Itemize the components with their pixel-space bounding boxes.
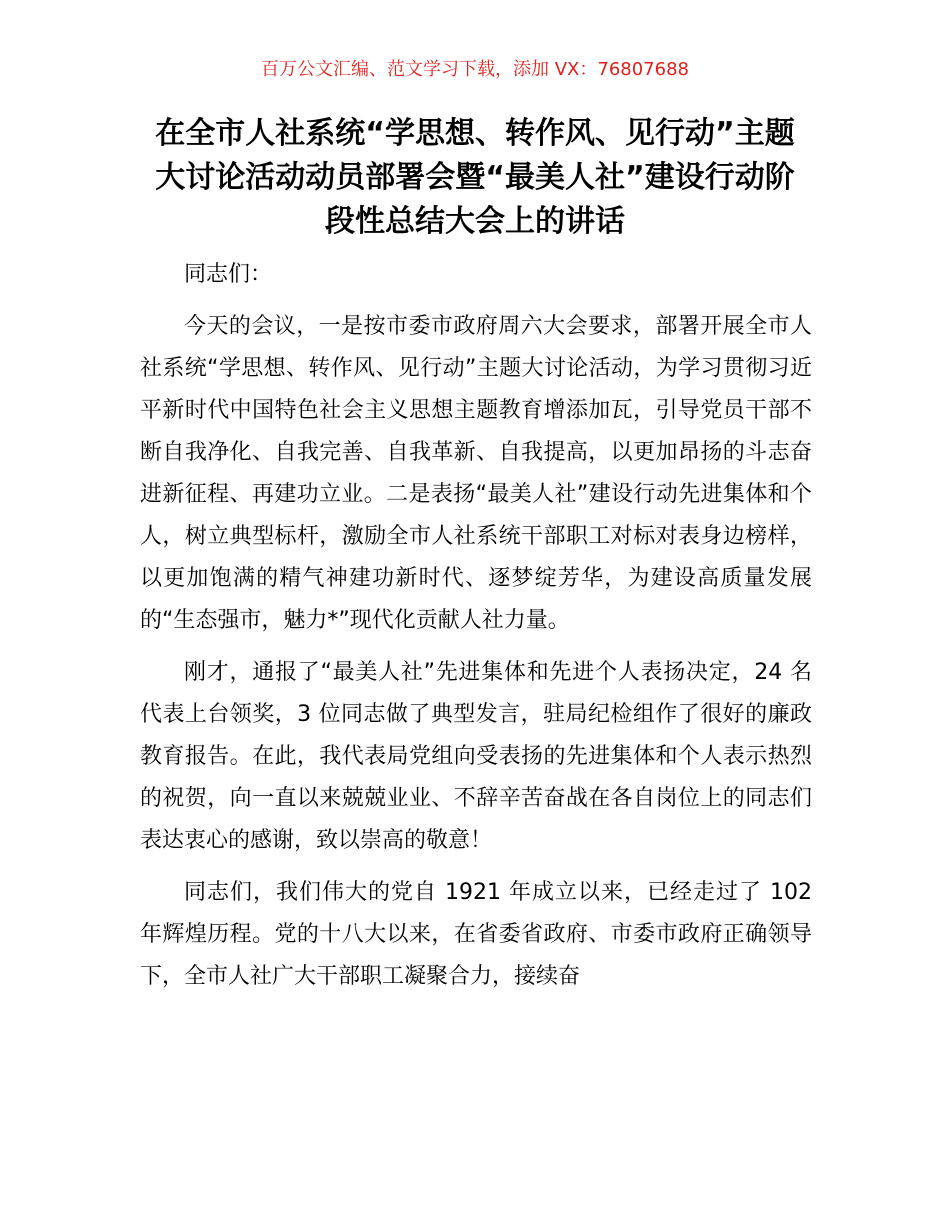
document-body [140,254,812,1008]
header-watermark-note: 百万公文汇编、范文学习下载，添加 VX：76807688 [261,59,689,80]
salutation: 同志们： [184,262,273,287]
paragraph-2: 刚才，通报了“最美人社”先进集体和先进个人表扬决定，24 名代表上台领奖，3 位同志做了典型发言，驻局纪检组作了很好的廉政教育报告。在此，我代表局党组向受表扬的先进集体和个人表示热烈的祝贺，向一直以来兢兢业业、不辞辛苦奋战在各自岗位上的同志们表达衷心的感谢，致以崇高的敬意！ [140,660,812,853]
document-title: 在全市人社系统“学思想、转作风、见行动”主题大讨论活动动员部署会暨“最美人社”建设行动阶段性总结大会上的讲话 [155,116,795,239]
paragraph-3: 同志们，我们伟大的党自 1921 年成立以来，已经走过了 102 年辉煌历程。党的十八大以来，在省委省政府、市委市政府正确领导下，全市人社广大干部职工凝聚合力，接续奋 [140,880,812,989]
paragraph-1: 今天的会议，一是按市委市政府周六大会要求，部署开展全市人社系统“学思想、转作风、见行动”主题大讨论活动，为学习贯彻习近平新时代中国特色社会主义思想主题教育增添加瓦，引导党员干部不断自我净化、自我完善、自我革新、自我提高，以更加昂扬的斗志奋进新征程、再建功立业。二是表扬“最美人社”建设行动先进集体和个人，树立典型标杆，激励全市人社系统干部职工对标对表身边榜样，以更加饱满的精气神建功新时代、逐梦绽芳华，为建设高质量发展的“生态强市，魅力*”现代化贡献人社力量。 [140,314,812,633]
